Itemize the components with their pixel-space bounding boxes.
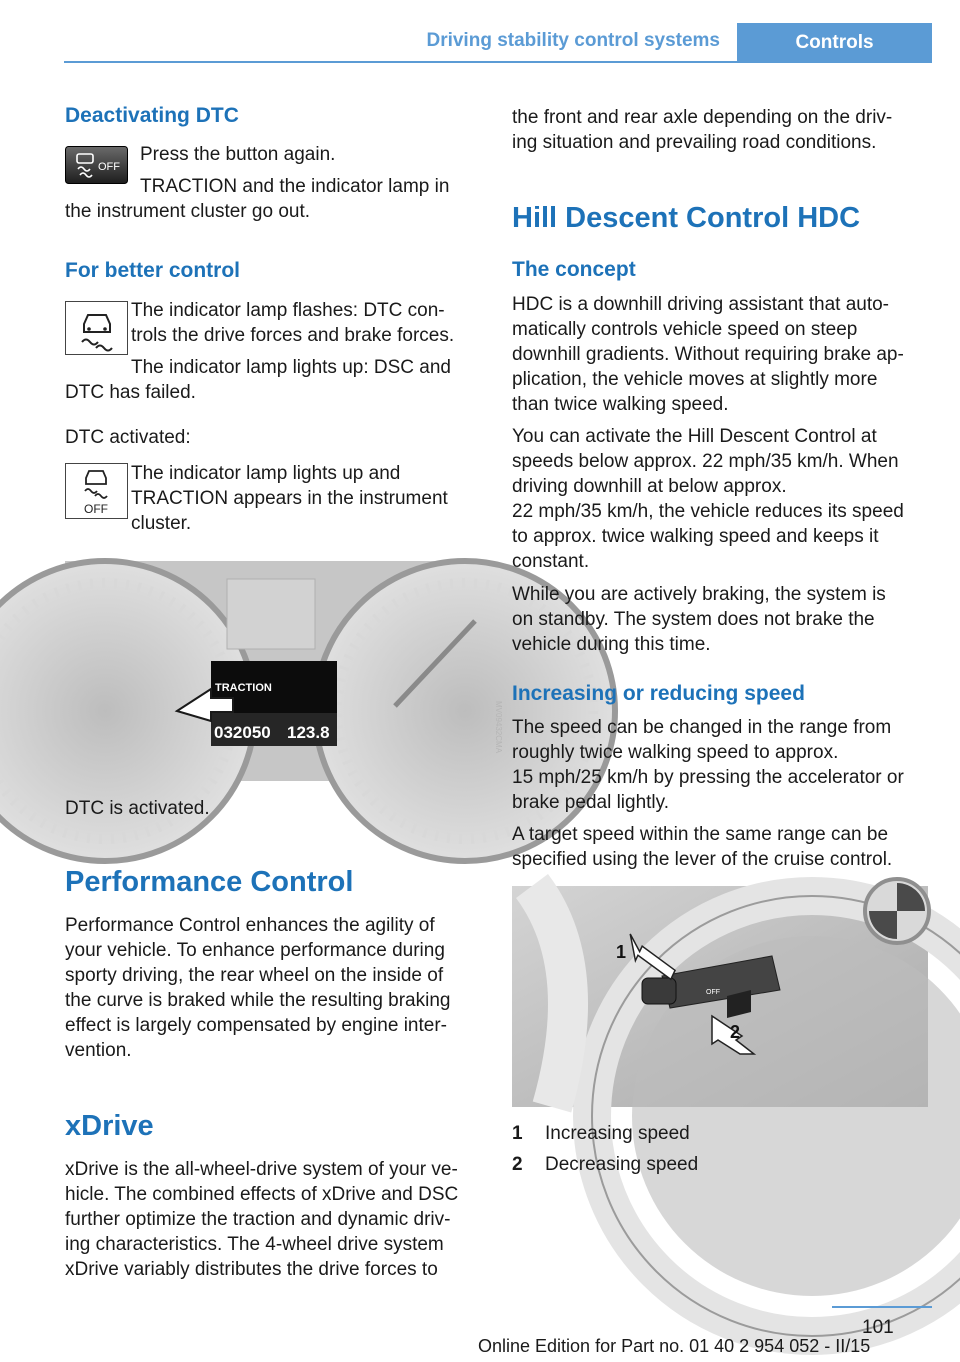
text-continued-line-2: ing situation and prevailing road conditions.: [512, 132, 877, 153]
text-xdrive-line-3: further optimize the traction and dynamic driv-: [65, 1209, 451, 1230]
skid-indicator-icon: [65, 301, 128, 355]
text-xdrive-line-1: xDrive is the all-wheel-drive system of your ve-: [65, 1159, 458, 1180]
text-press-again: Press the button again.: [140, 144, 336, 165]
text-concept-line-3: downhill gradients. Without requiring brake ap-: [512, 344, 904, 365]
heading-deactivating-dtc: Deactivating DTC: [65, 104, 239, 127]
legend-item: [512, 1121, 812, 1146]
text-concept-line-2: matically controls vehicle speed on steep: [512, 319, 858, 340]
cluster-display-odometer: 032050: [214, 723, 271, 742]
text-activate-line-1: You can activate the Hill Descent Control at: [512, 426, 877, 447]
caption-dtc-activated: DTC is activated.: [65, 798, 210, 819]
header-rule: [64, 61, 932, 63]
text-concept-line-4: plication, the vehicle moves at slightly more: [512, 369, 878, 390]
text-appears-3: cluster.: [131, 513, 192, 534]
dtc-off-indicator-icon: [65, 463, 128, 519]
lever-off-text: OFF: [706, 989, 720, 996]
cluster-display-traction: TRACTION: [215, 682, 272, 694]
dtc-off-button-icon: [65, 146, 128, 184]
text-braking-line-2: on standby. The system does not brake the: [512, 609, 875, 630]
heading-performance-control: Performance Control: [65, 866, 354, 898]
header-chapter-label: Controls: [795, 32, 874, 53]
text-flash-1: The indicator lamp flashes: DTC con-: [131, 300, 445, 321]
text-flash-2: trols the drive forces and brake forces.: [131, 325, 455, 346]
text-concept-line-1: HDC is a downhill driving assistant that auto-: [512, 294, 890, 315]
text-continued-line-1: the front and rear axle depending on the driv-: [512, 107, 893, 128]
text-xdrive-line-2: hicle. The combined effects of xDrive and DSC: [65, 1184, 459, 1205]
text-performance-line-3: sporty driving, the rear wheel on the inside of: [65, 965, 444, 986]
page-number: 101: [862, 1317, 894, 1338]
text-performance-line-5: effect is largely compensated by engine inter-: [65, 1015, 447, 1036]
text-target-line-2: specified using the lever of the cruise control.: [512, 849, 893, 870]
photo-code: MV09432CMA: [494, 701, 503, 754]
text-speed-line-4: brake pedal lightly.: [512, 792, 670, 813]
cruise-control-lever-photo: [512, 886, 928, 1107]
heading-the-concept: The concept: [512, 258, 636, 281]
text-activate-line-3: driving downhill at below approx.: [512, 476, 787, 497]
legend-text: Decreasing speed: [545, 1154, 699, 1175]
text-xdrive-line-5: xDrive variably distributes the drive forces to: [65, 1259, 438, 1280]
text-braking-line-1: While you are actively braking, the system is: [512, 584, 886, 605]
legend-item: [512, 1152, 812, 1177]
text-speed-line-3: 15 mph/25 km/h by pressing the accelerator or: [512, 767, 904, 788]
text-traction-out-2: the instrument cluster go out.: [65, 201, 311, 222]
header-chapter-tab: [737, 23, 932, 63]
header-section-title: Driving stability control systems: [426, 30, 720, 51]
text-concept-line-5: than twice walking speed.: [512, 394, 729, 415]
heading-xdrive: xDrive: [65, 1110, 154, 1142]
text-activate-line-6: constant.: [512, 551, 590, 572]
text-speed-line-1: The speed can be changed in the range from: [512, 717, 892, 738]
text-activate-line-4: 22 mph/35 km/h, the vehicle reduces its speed: [512, 501, 904, 522]
text-performance-line-2: your vehicle. To enhance performance during: [65, 940, 445, 961]
dtc-off-button-text: OFF: [98, 161, 120, 173]
text-target-line-1: A target speed within the same range can be: [512, 824, 889, 845]
text-speed-line-2: roughly twice walking speed to approx.: [512, 742, 839, 763]
text-lights-2: DTC has failed.: [65, 382, 196, 403]
dtc-off-indicator-text: OFF: [84, 502, 108, 516]
text-dtc-activated-label: DTC activated:: [65, 427, 191, 448]
heading-increasing-reducing-speed: Increasing or reducing speed: [512, 682, 805, 705]
arrow-label-1: 1: [616, 942, 627, 962]
footer-edition: Online Edition for Part no. 01 40 2 954 052 - II/15: [478, 1336, 871, 1356]
text-performance-line-6: vention.: [65, 1040, 132, 1061]
arrow-label-2: 2: [730, 1022, 741, 1042]
text-performance-line-1: Performance Control enhances the agility of: [65, 915, 435, 936]
text-lights-1: The indicator lamp lights up: DSC and: [131, 357, 451, 378]
text-appears-1: The indicator lamp lights up and: [131, 463, 401, 484]
text-performance-line-4: the curve is braked while the resulting braking: [65, 990, 451, 1011]
legend-number: 2: [512, 1154, 523, 1175]
text-traction-out-1: TRACTION and the indicator lamp in: [140, 176, 450, 197]
legend-text: Increasing speed: [545, 1123, 690, 1144]
legend-number: 1: [512, 1123, 523, 1144]
footer-rule: [832, 1306, 932, 1308]
cluster-display-trip: 123.8: [287, 723, 330, 742]
heading-hill-descent-control: Hill Descent Control HDC: [512, 202, 861, 234]
heading-better-control: For better control: [65, 259, 241, 282]
text-activate-line-5: to approx. twice walking speed and keeps it: [512, 526, 879, 547]
text-activate-line-2: speeds below approx. 22 mph/35 km/h. When: [512, 451, 899, 472]
text-appears-2: TRACTION appears in the instrument: [131, 488, 448, 509]
text-braking-line-3: vehicle during this time.: [512, 634, 711, 655]
text-xdrive-line-4: ing characteristics. The 4-wheel drive system: [65, 1234, 444, 1255]
instrument-cluster-photo: [65, 561, 503, 781]
